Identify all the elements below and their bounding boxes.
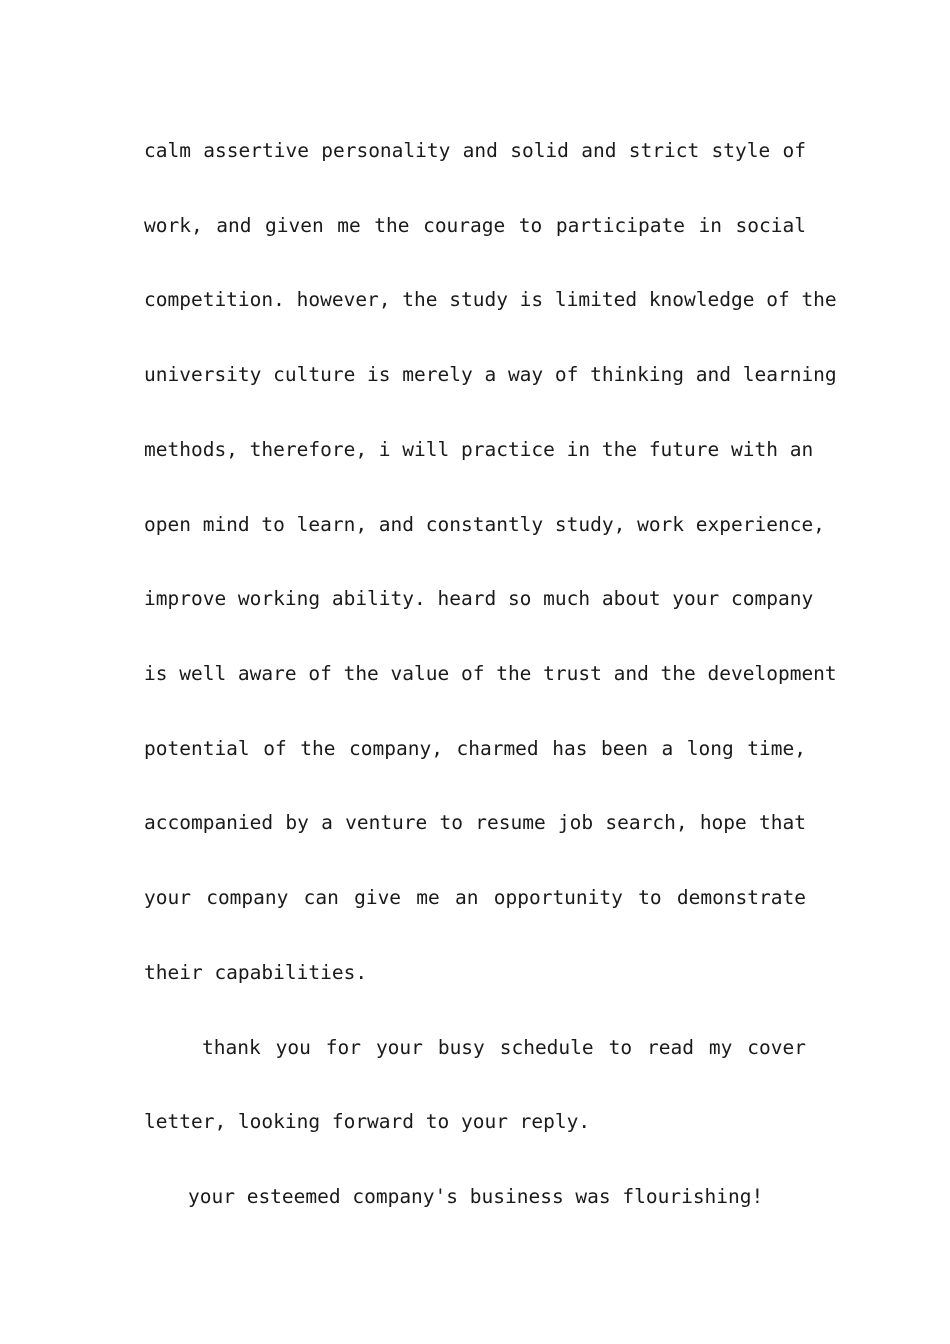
body-line-4: university culture is merely a way of thinking and learning [144,363,837,386]
thanks-line-1: thank you for your busy schedule to read my cover [202,1036,806,1059]
body-line-6: open mind to learn, and constantly study, work experience, [144,513,825,536]
thanks-line-2: letter, looking forward to your reply. [144,1110,591,1133]
body-line-8: is well aware of the value of the trust and the development [144,662,837,685]
body-line-11: your company can give me an opportunity to demonstrate [144,886,806,909]
closing-line: your esteemed company's business was flourishing! [188,1185,764,1208]
body-line-10: accompanied by a venture to resume job search, hope that [144,811,806,834]
body-line-2: work, and given me the courage to participate in social [144,214,806,237]
body-line-12: their capabilities. [144,961,368,984]
body-line-5: methods, therefore, i will practice in the future with an [144,438,814,461]
body-line-3: competition. however, the study is limited knowledge of the [144,288,837,311]
body-line-9: potential of the company, charmed has been a long time, [144,737,806,760]
body-line-1: calm assertive personality and solid and strict style of [144,139,806,162]
body-line-7: improve working ability. heard so much about your company [144,587,814,610]
